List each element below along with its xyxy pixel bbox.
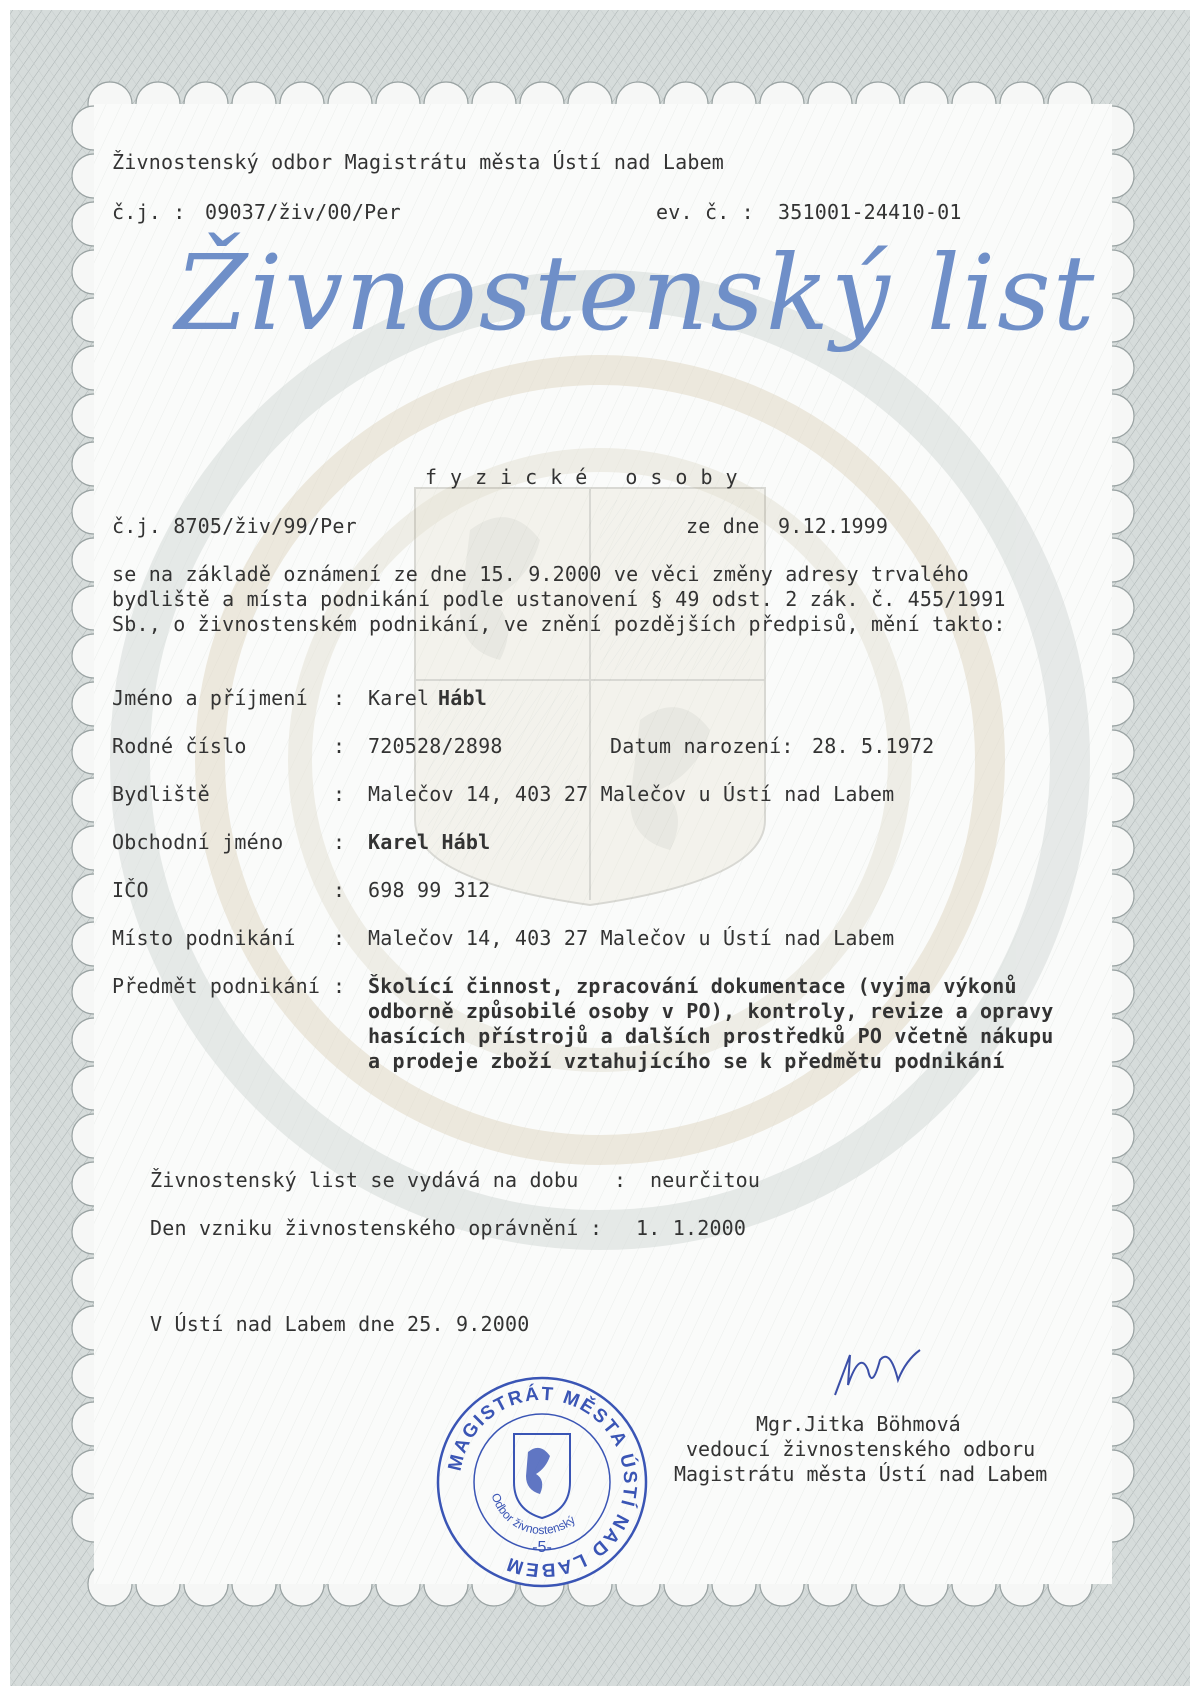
paragraph-line-1: se na základě oznámení ze dne 15. 9.2000 ve věci změny adresy trvalého <box>112 562 969 586</box>
signatory-role: vedoucí živnostenského odboru <box>686 1437 1036 1461</box>
reference-date-label: ze dne <box>686 514 760 538</box>
business-name-label: Obchodní jméno <box>112 830 284 854</box>
subject-line-1: Školící činnost, zpracování dokumentace (vyjma výkonů <box>368 974 1017 998</box>
duration-value: neurčitou <box>650 1168 761 1192</box>
ico-label: IČO <box>112 878 149 902</box>
subject-line-3: hasících přístrojů a dalších prostředků PO včetně nákupu <box>368 1024 1054 1048</box>
document-subtitle: fyzické osoby <box>425 465 751 489</box>
rc-value: 720528/2898 <box>368 734 503 758</box>
signatory-name: Mgr.Jitka Böhmová <box>756 1412 961 1436</box>
name-separator: : <box>333 686 346 710</box>
name-first: Karel <box>368 686 430 710</box>
subject-separator: : <box>333 974 346 998</box>
signatory-office: Magistrátu města Ústí nad Labem <box>674 1462 1048 1486</box>
name-last: Hábl <box>438 686 487 710</box>
rc-label: Rodné číslo <box>112 734 247 758</box>
ev-value: 351001-24410-01 <box>778 200 962 224</box>
origin-separator: : <box>590 1216 603 1240</box>
origin-label: Den vzniku živnostenského oprávnění <box>150 1216 579 1240</box>
business-name-value: Karel Hábl <box>368 830 491 854</box>
stamp-number: -5- <box>532 1539 552 1556</box>
reference-cj: č.j. 8705/živ/99/Per <box>112 514 357 538</box>
origin-value: 1. 1.2000 <box>636 1216 747 1240</box>
subject-line-2: odborně způsobilé osoby v PO), kontroly, revize a opravy <box>368 999 1054 1023</box>
place-value: Malečov 14, 403 27 Malečov u Ústí nad Labem <box>368 926 895 950</box>
reference-date-value: 9.12.1999 <box>778 514 889 538</box>
residence-label: Bydliště <box>112 782 210 806</box>
duration-separator: : <box>614 1168 627 1192</box>
handwritten-signature <box>820 1340 930 1410</box>
subject-line-4: a prodeje zboží vztahujícího se k předmětu podnikání <box>368 1049 1005 1073</box>
cj-value: 09037/živ/00/Per <box>205 200 401 224</box>
issued-place-date: V Ústí nad Labem dne 25. 9.2000 <box>150 1312 530 1336</box>
birth-label: Datum narození: <box>610 734 794 758</box>
ev-label: ev. č. : <box>656 200 754 224</box>
subject-label: Předmět podnikání <box>112 974 321 998</box>
residence-separator: : <box>333 782 346 806</box>
cj-label: č.j. : <box>112 200 186 224</box>
paragraph-line-3: Sb., o živnostenském podnikání, ve znění pozdějších předpisů, mění takto: <box>112 612 1006 636</box>
birth-value: 28. 5.1972 <box>812 734 935 758</box>
paragraph-line-2: bydliště a místa podnikání podle ustanovení § 49 odst. 2 zák. č. 455/1991 <box>112 587 1006 611</box>
official-stamp <box>432 1372 652 1592</box>
ico-separator: : <box>333 878 346 902</box>
stamp-ring-text: MAGISTRÁT MĚSTA ÚSTÍ NAD LABEM <box>444 1383 641 1581</box>
place-separator: : <box>333 926 346 950</box>
rc-separator: : <box>333 734 346 758</box>
business-name-separator: : <box>333 830 346 854</box>
place-label: Místo podnikání <box>112 926 296 950</box>
ico-value: 698 99 312 <box>368 878 491 902</box>
residence-value: Malečov 14, 403 27 Malečov u Ústí nad Labem <box>368 782 895 806</box>
duration-label: Živnostenský list se vydává na dobu <box>150 1168 579 1192</box>
name-label: Jméno a příjmení <box>112 686 308 710</box>
document-title: Živnostenský list <box>175 232 1097 354</box>
issuing-office: Živnostenský odbor Magistrátu města Ústí nad Labem <box>112 150 725 174</box>
stamp-inner-text: Odbor živnostenský <box>488 1491 578 1538</box>
